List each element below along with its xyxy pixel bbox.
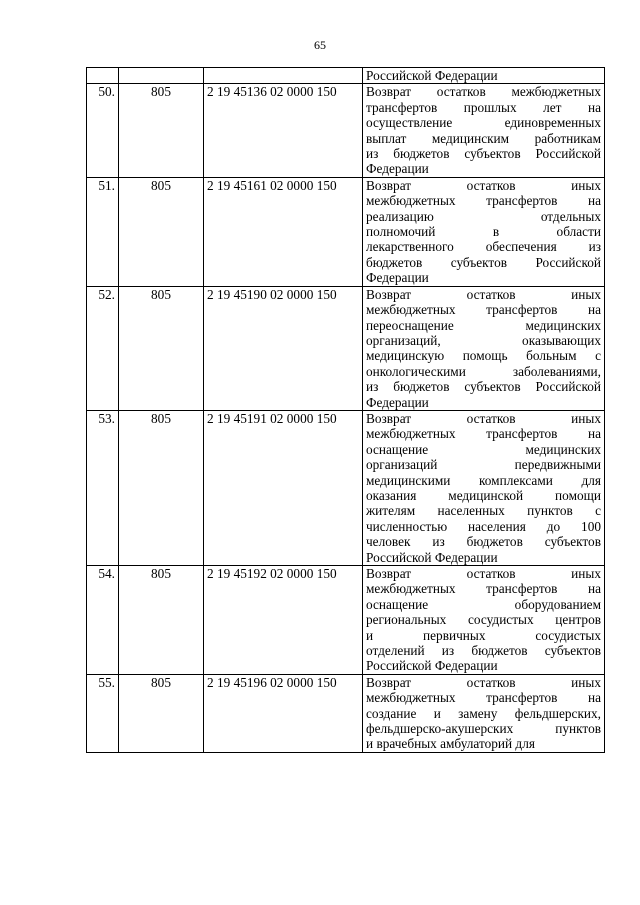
row-number-cell: 50.	[87, 84, 119, 177]
description-line: Возврат остатков иных	[366, 566, 601, 581]
table-body	[87, 68, 605, 753]
description-line: Российской Федерации	[366, 658, 498, 674]
description-line: Федерации	[366, 161, 429, 177]
budget-code-cell: 2 19 45190 02 0000 150	[204, 286, 363, 410]
page-number: 65	[314, 38, 326, 52]
description-cell	[363, 84, 605, 177]
description-line: онкологическими заболеваниями,	[366, 363, 601, 379]
description-line: бюджетов субъектов Российской	[366, 254, 601, 270]
description-line: Возврат остатков иных	[366, 286, 601, 302]
description-line: межбюджетных трансфертов на	[366, 581, 601, 597]
budget-code-cell: 2 19 45196 02 0000 150	[204, 674, 363, 752]
row-number-cell: 53.	[87, 410, 119, 565]
description-line: полномочий в области	[366, 224, 601, 240]
description-cell	[363, 177, 605, 286]
admin-code-cell: 805	[119, 410, 204, 565]
table-row	[87, 674, 605, 752]
description-line: межбюджетных трансфертов на	[366, 193, 601, 209]
description-line: Российской Федерации	[366, 549, 498, 565]
description-line: оснащение оборудованием	[366, 596, 601, 612]
description-cell	[363, 410, 605, 565]
description-cell	[363, 566, 605, 675]
description-line: выплат медицинским работникам	[366, 130, 601, 146]
description-line: человек из бюджетов субъектов	[366, 534, 601, 550]
description-line: Российской Федерации	[366, 68, 498, 83]
budget-code-cell: 2 19 45191 02 0000 150	[204, 410, 363, 565]
budget-code-cell	[204, 68, 363, 84]
row-number-cell: 54.	[87, 566, 119, 675]
row-number-cell	[87, 68, 119, 84]
description-line: лекарственного обеспечения из	[366, 239, 601, 255]
description-line: переоснащение медицинских	[366, 317, 601, 333]
description-line: Возврат остатков иных	[366, 177, 601, 193]
description-line: межбюджетных трансфертов на	[366, 690, 601, 706]
table-row	[87, 410, 605, 565]
description-cell	[363, 68, 605, 84]
description-line: оснащение медицинских	[366, 441, 601, 457]
description-cell	[363, 286, 605, 410]
admin-code-cell	[119, 68, 204, 84]
admin-code-cell: 805	[119, 84, 204, 177]
row-number-cell: 51.	[87, 177, 119, 286]
description-line: Возврат остатков иных	[366, 674, 601, 690]
description-line: фельдшерско-акушерских пунктов	[366, 721, 601, 737]
table-row-continuation	[87, 68, 605, 84]
description-line: медицинскую помощь больным с	[366, 348, 601, 364]
description-cell	[363, 674, 605, 752]
row-number-cell: 55.	[87, 674, 119, 752]
description-line: отделений из бюджетов субъектов	[366, 643, 601, 659]
description-line: создание и замену фельдшерских,	[366, 705, 601, 721]
description-line: межбюджетных трансфертов на	[366, 426, 601, 442]
description-line: Возврат остатков межбюджетных	[366, 84, 601, 100]
description-line: реализацию отдельных	[366, 208, 601, 224]
budget-code-cell: 2 19 45161 02 0000 150	[204, 177, 363, 286]
description-line: оказания медицинской помощи	[366, 487, 601, 503]
description-line: численностью населения до 100	[366, 518, 601, 534]
budget-code-cell: 2 19 45136 02 0000 150	[204, 84, 363, 177]
table-row	[87, 177, 605, 286]
description-line: и врачебных амбулаторий для	[366, 736, 535, 752]
budget-code-cell: 2 19 45192 02 0000 150	[204, 566, 363, 675]
admin-code-cell: 805	[119, 674, 204, 752]
description-line: жителям населенных пунктов с	[366, 503, 601, 519]
budget-codes-table	[86, 67, 605, 753]
table-row	[87, 566, 605, 675]
table-row	[87, 286, 605, 410]
description-line: Федерации	[366, 394, 429, 410]
row-number-cell: 52.	[87, 286, 119, 410]
description-line: Возврат остатков иных	[366, 410, 601, 426]
description-line: организаций передвижными	[366, 457, 601, 473]
description-line: региональных сосудистых центров	[366, 612, 601, 628]
description-line: осуществление единовременных	[366, 115, 601, 131]
description-line: межбюджетных трансфертов на	[366, 302, 601, 318]
description-line: из бюджетов субъектов Российской	[366, 379, 601, 395]
description-line: медицинскими комплексами для	[366, 472, 601, 488]
table-row	[87, 84, 605, 177]
description-line: Федерации	[366, 270, 429, 286]
admin-code-cell: 805	[119, 286, 204, 410]
description-line: организаций, оказывающих	[366, 332, 601, 348]
admin-code-cell: 805	[119, 177, 204, 286]
description-line: из бюджетов субъектов Российской	[366, 146, 601, 162]
admin-code-cell: 805	[119, 566, 204, 675]
description-line: трансфертов прошлых лет на	[366, 99, 601, 115]
description-line: и первичных сосудистых	[366, 627, 601, 643]
